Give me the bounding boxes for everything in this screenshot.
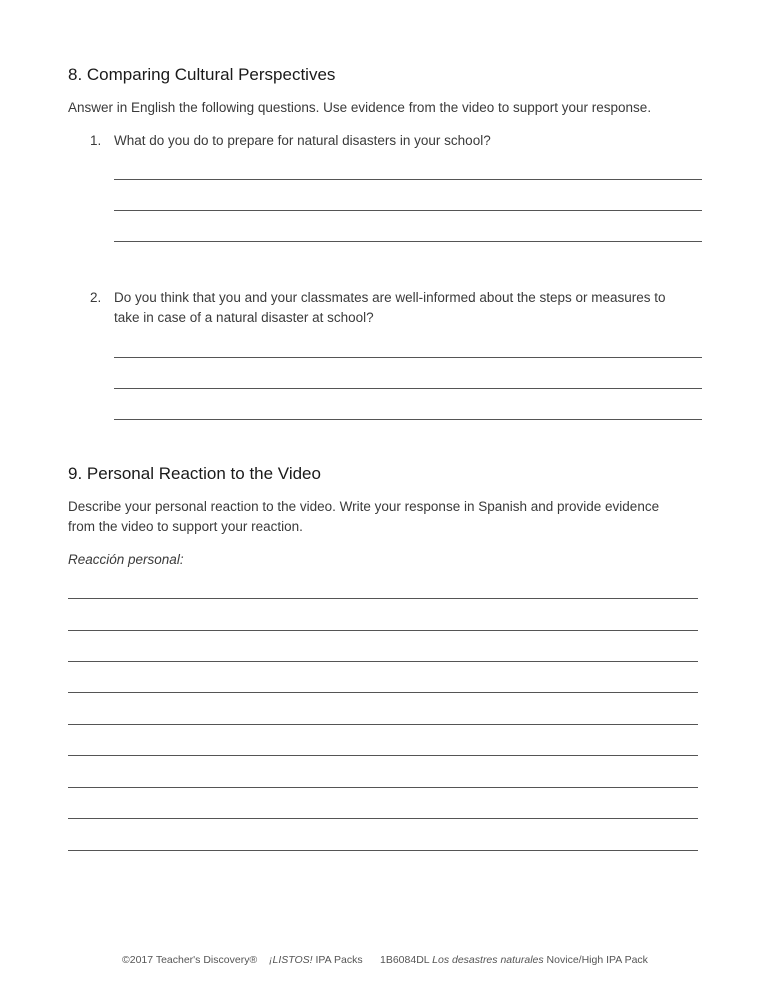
answer-line bbox=[114, 210, 702, 211]
answer-line bbox=[68, 724, 698, 725]
answer-line bbox=[68, 598, 698, 599]
footer-series-name: ¡LISTOS! bbox=[269, 954, 313, 966]
section-9-instructions-line-2: from the video to support your reaction. bbox=[68, 519, 303, 534]
footer-product bbox=[380, 954, 648, 966]
answer-line bbox=[68, 630, 698, 631]
section-8-heading: 8. Comparing Cultural Perspectives bbox=[68, 65, 336, 84]
answer-line bbox=[68, 661, 698, 662]
section-9-heading: 9. Personal Reaction to the Video bbox=[68, 464, 321, 483]
answer-line bbox=[68, 692, 698, 693]
footer-series-suffix: IPA Packs bbox=[312, 954, 363, 966]
footer-title-rest: Novice/High IPA Pack bbox=[543, 954, 648, 966]
section-9-instructions-line-1: Describe your personal reaction to the video. Write your response in Spanish and provide evidence bbox=[68, 499, 660, 514]
reaction-label: Reacción personal: bbox=[68, 552, 184, 567]
question-1-text: What do you do to prepare for natural disasters in your school? bbox=[114, 133, 491, 148]
answer-line bbox=[114, 388, 702, 389]
footer-copyright: ©2017 Teacher's Discovery® bbox=[122, 954, 258, 966]
answer-line bbox=[114, 179, 702, 180]
footer-title: Los desastres naturales bbox=[432, 954, 544, 966]
answer-line bbox=[68, 787, 698, 788]
answer-line bbox=[68, 850, 698, 851]
answer-line bbox=[114, 357, 702, 358]
answer-line bbox=[114, 241, 702, 242]
answer-line bbox=[114, 419, 702, 420]
question-2-text-line-1: Do you think that you and your classmates are well-informed about the steps or measures to bbox=[114, 290, 666, 305]
question-1-number: 1. bbox=[90, 133, 102, 148]
answer-line bbox=[68, 818, 698, 819]
footer-series bbox=[269, 954, 363, 966]
question-2-number: 2. bbox=[90, 290, 102, 305]
question-2-text-line-2: take in case of a natural disaster at school? bbox=[114, 310, 374, 325]
section-8-instructions: Answer in English the following questions. Use evidence from the video to support your response. bbox=[68, 100, 652, 115]
answer-line bbox=[68, 755, 698, 756]
footer-code: 1B6084DL bbox=[380, 954, 433, 966]
